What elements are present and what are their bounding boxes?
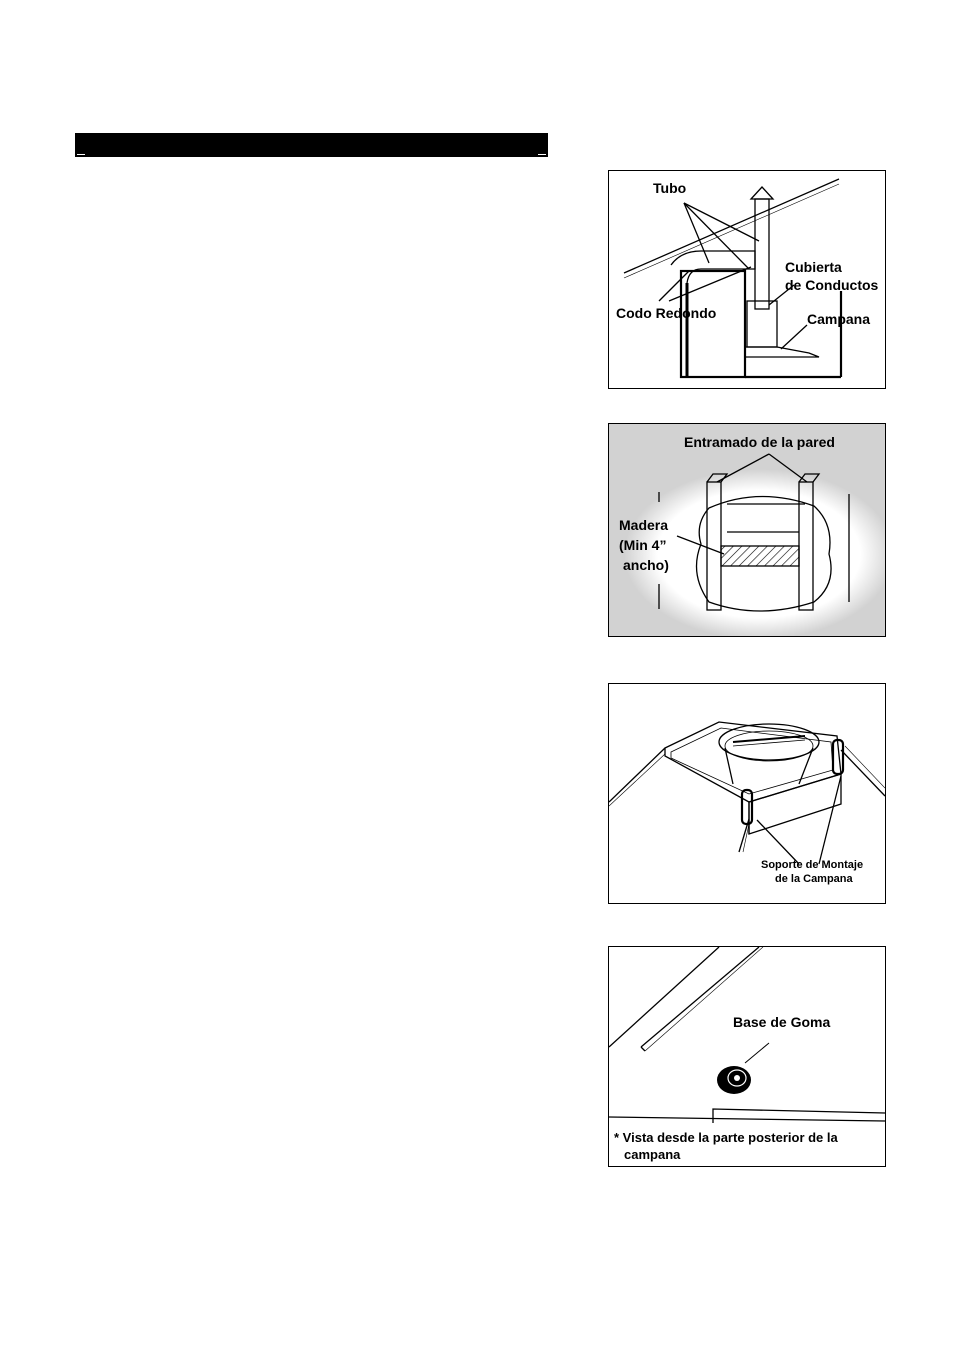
bar-tick-right <box>538 154 546 155</box>
wall-cabinet <box>681 271 745 377</box>
elbow-pipe <box>671 251 755 283</box>
label-vista-line2: campana <box>624 1147 681 1162</box>
figure-mounting-bracket <box>608 683 886 904</box>
label-cubierta-line2: de Conductos <box>785 277 879 293</box>
wood-block <box>721 546 799 566</box>
label-madera-line3: ancho) <box>623 557 669 573</box>
bracket-left <box>742 790 752 824</box>
figure-rubber-base <box>608 946 886 1167</box>
label-codo-redondo: Codo Redondo <box>616 305 717 321</box>
label-madera-line1: Madera <box>619 517 669 533</box>
figure-wall-framing <box>608 423 886 637</box>
label-soporte-line2: de la Campana <box>775 873 853 885</box>
label-base-de-goma: Base de Goma <box>733 1014 831 1030</box>
label-cubierta-line1: Cubierta <box>785 259 842 275</box>
exhaust-arrow <box>751 187 773 199</box>
label-soporte-line1: Soporte de Montaje <box>761 859 864 871</box>
label-tubo: Tubo <box>653 180 687 196</box>
bar-tick-left <box>77 154 85 155</box>
label-campana: Campana <box>807 311 871 327</box>
label-madera-line2: (Min 4” <box>619 537 667 553</box>
figure-duct-installation <box>608 170 886 389</box>
duct-cover <box>747 301 777 347</box>
label-vista-line1: * Vista desde la parte posterior de la <box>614 1130 838 1145</box>
label-entramado: Entramado de la pared <box>684 434 835 450</box>
section-header-bar <box>75 133 548 157</box>
